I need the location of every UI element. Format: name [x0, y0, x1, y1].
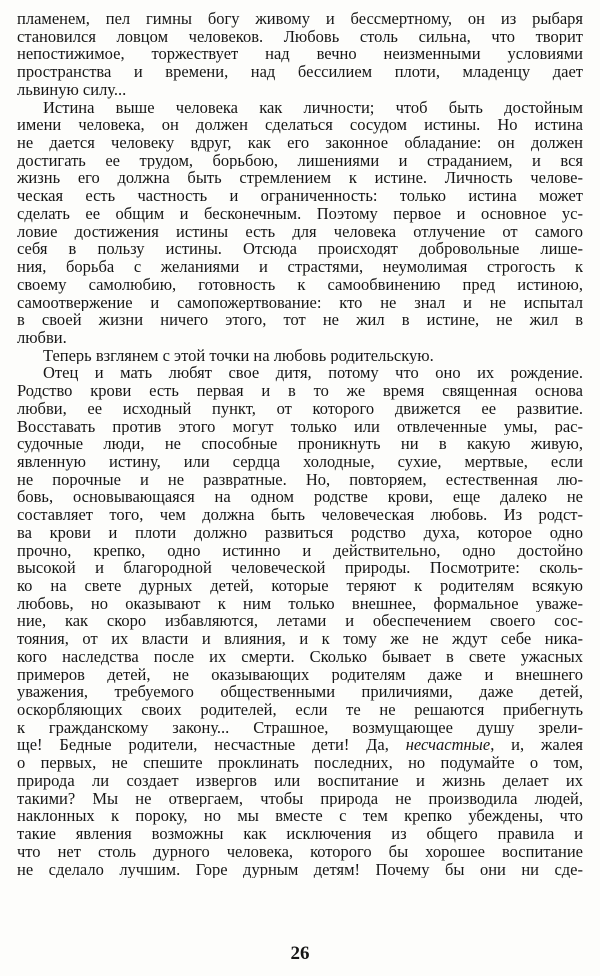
text-line: тояния, от их власти и влияния, и к тому же не ждут себе ника- — [17, 630, 583, 648]
text-line: примеров детей, не оказывающих родителям даже и внешнего — [17, 665, 583, 684]
text-line: львиную силу... — [17, 80, 127, 99]
text-line: не сделало лучшим. Горе дурным детям! Почему бы они ни сде- — [17, 860, 583, 879]
text-line: Восставать против этого могут только или отвлеченные умы, рас- — [17, 417, 583, 436]
text-line: о первых, не спешите проклинать последних, но подумайте о том, — [17, 754, 583, 772]
text-line: составляет того, чем должна быть человеческая любовь. Из родст- — [17, 506, 583, 524]
text-line: Истина выше человека как личности; чтоб быть достойным — [43, 98, 583, 117]
text-line: оскорбляющих своих родителей, если те не решаются прибегнуть — [17, 701, 583, 719]
text-line: сделать ее общим и бесконечным. Поэтому первое и основное ус- — [17, 204, 583, 223]
text-line: природа ли создает извергов или воспитание и жизнь делает их — [17, 771, 583, 790]
text-line: Родство крови есть первая и в то же время священная основа — [17, 382, 583, 400]
text-line: судочные люди, не способные проникнуть ни в какую живую, — [17, 435, 583, 453]
page-body-text — [17, 10, 583, 878]
text-line: себя в пользу истины. Отсюда происходят добровольные лише- — [17, 240, 583, 259]
text-line: ловие достижения истины есть для человека отлучение от самого — [17, 222, 583, 241]
text-line: такие явления возможны как исключения из общего правила и — [17, 825, 583, 843]
text-line: пространства и времени, над бессилием плоти, младенцу дает — [17, 63, 583, 81]
text-line: кого наследства после их смерти. Сколько бывает в свете ужасных — [17, 647, 583, 666]
text-line: самоотвержение и самопожертвование: кто не знал и не испытал — [17, 293, 583, 312]
text-line: Теперь взглянем с этой точки на любовь родительскую. — [43, 346, 434, 365]
text-line: ния, борьба с желаниями и страстями, неумолимая строгость к — [17, 258, 583, 276]
text-line: к гражданскому закону... Страшное, возмущающее душу зрели- — [17, 718, 583, 737]
text-line — [17, 736, 583, 754]
text-line: своему самолюбию, готовность к самообвинению пред истиною, — [17, 275, 583, 294]
text-line: любовь, но оказывают к ним только внешнее, формальное уваже- — [17, 594, 583, 613]
text-line: любви, ее исходный пункт, от которого движется ее развитие. — [17, 399, 583, 418]
text-line: Отец и мать любят свое дитя, потому что оно их рождение. — [43, 364, 583, 383]
text-line: высокой и благородной человеческой природы. Посмотрите: сколь- — [17, 559, 583, 577]
text-line: любви. — [17, 328, 67, 347]
text-line: ко на свете дурных детей, которые теряют к родителям всякую — [17, 577, 583, 595]
text-line: ние, как скоро избавляются, летами и обеспечением своего сос- — [17, 612, 583, 631]
text-line: ва крови и плоти должно развиться родство духа, которое одно — [17, 523, 583, 542]
text-line: непостижимое, торжествует над вечно неизменными условиями — [17, 45, 583, 64]
text-line: ческая есть частность и ограниченность: только истина может — [17, 187, 583, 205]
text-line: прочно, крепко, одно истинно и действительно, одно достойно — [17, 541, 583, 560]
text-line: наклонных к пороку, но мы вместе с тем крепко убеждены, что — [17, 807, 583, 826]
text-line: такими? Мы не отвергаем, чтобы природа не производила людей, — [17, 789, 583, 808]
text-line: достигать ее трудом, борьбою, лишениями и страданием, и вся — [17, 151, 583, 170]
text-line: не порочные и не развратные. Но, повторяем, естественная лю- — [17, 470, 583, 489]
text-segment: ще! Бедные родители, несчастные дети! Да, — [17, 736, 406, 755]
text-line: в своей жизни ничего этого, тот не жил в истине, не жил в — [17, 311, 583, 329]
text-line: не дается человеку вдруг, как его законное обладание: он должен — [17, 134, 583, 152]
text-line: уважения, требуемого общественными приличиями, даже детей, — [17, 683, 583, 702]
text-line: что нет столь дурного человека, которого бы хорошее воспитание — [17, 842, 583, 861]
text-line: пламенем, пел гимны богу живому и бессмертному, он из рыбаря — [17, 10, 583, 28]
text-line: становился ловцом человеков. Любовь столь сильна, что творит — [17, 27, 583, 46]
text-line: явленную истину, или сердца холодные, сухие, мертвые, если — [17, 452, 583, 471]
italic-emphasis: несчастные — [405, 736, 491, 755]
text-segment: , и, жалея — [490, 736, 583, 755]
text-line: бовь, основывающаяся на одном родстве крови, еще далеко не — [17, 488, 583, 507]
text-line: имени человека, он должен сделаться сосудом истины. Но истина — [17, 116, 583, 135]
text-line: жизнь его должна быть стремлением к истине. Личность челове- — [17, 169, 583, 188]
page-number: 26 — [290, 943, 310, 964]
